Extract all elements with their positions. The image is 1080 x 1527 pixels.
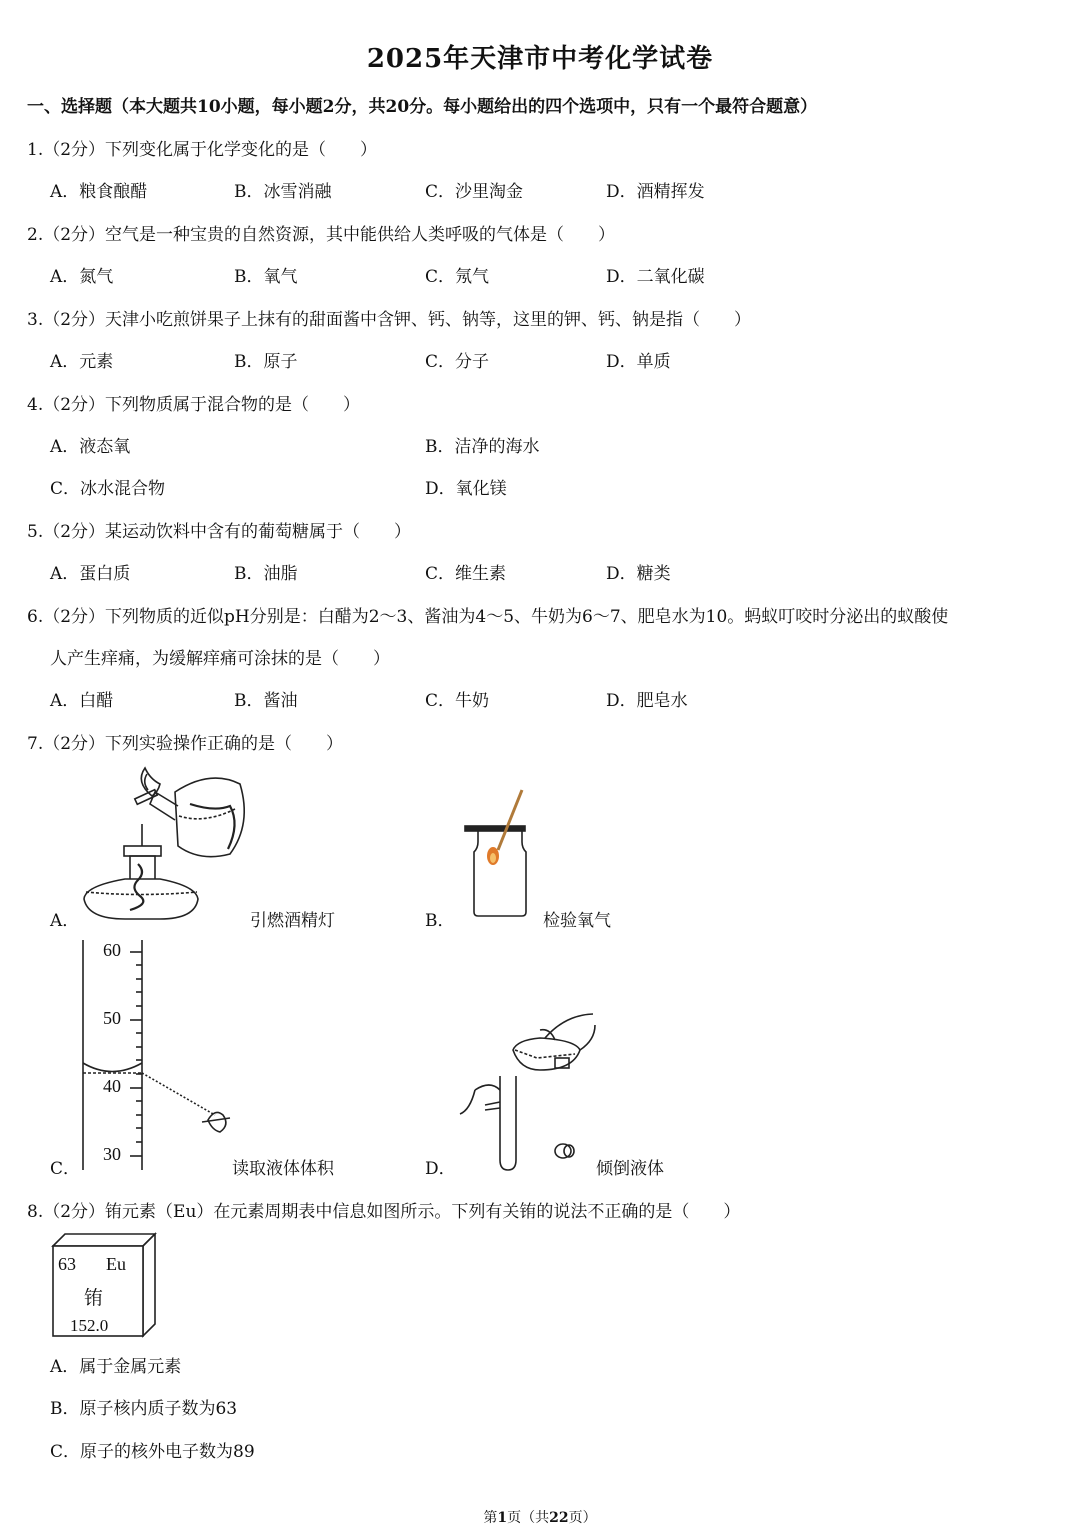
question-6-stem-line1: 6.（2分）下列物质的近似pH分别是：白醋为2～3、酱油为4～5、牛奶为6～7、肥皂水为10。蚂蚁叮咬时分泌出的蚁酸使 <box>27 607 949 627</box>
footer-page-number: 1 <box>497 1510 508 1526</box>
q6-option-c: C．牛奶 <box>425 691 490 711</box>
figure-testing-oxygen <box>460 790 540 920</box>
q7-caption-d: 倾倒液体 <box>596 1159 664 1179</box>
cylinder-tick-30: 30 <box>103 1144 121 1164</box>
question-3-stem: 3.（2分）天津小吃煎饼果子上抹有的甜面酱中含钾、钙、钠等，这里的钾、钙、钠是指（ ） <box>27 310 752 330</box>
q4-option-b: B．洁净的海水 <box>425 437 540 457</box>
q5-option-d: D．糖类 <box>606 564 671 584</box>
q3-option-d: D．单质 <box>606 352 671 372</box>
footer-prefix: 第 <box>483 1510 498 1526</box>
page-footer <box>0 1507 1080 1527</box>
q1-option-b: B．冰雪消融 <box>234 182 332 202</box>
element-atomic-number: 63 <box>58 1254 76 1274</box>
q2-option-b: B．氧气 <box>234 267 298 287</box>
q1-option-a: A．粮食酿醋 <box>50 182 148 202</box>
q8-option-c: C．原子的核外电子数为89 <box>50 1442 255 1462</box>
q7-caption-c: 读取液体体积 <box>232 1159 334 1179</box>
q3-option-b: B．原子 <box>234 352 298 372</box>
question-8-stem: 8.（2分）铕元素（Eu）在元素周期表中信息如图所示。下列有关铕的说法不正确的是（ ） <box>27 1202 741 1222</box>
q6-option-b: B．酱油 <box>234 691 298 711</box>
page-title: 2025年天津市中考化学试卷 <box>366 44 714 74</box>
q7-caption-a: 引燃酒精灯 <box>250 911 335 931</box>
q8-option-a: A．属于金属元素 <box>50 1357 182 1377</box>
q5-option-a: A．蛋白质 <box>50 564 131 584</box>
q7-option-d-letter: D． <box>425 1159 456 1179</box>
question-4-stem: 4.（2分）下列物质属于混合物的是（ ） <box>27 395 361 415</box>
q6-option-d: D．肥皂水 <box>606 691 688 711</box>
q1-option-c: C．沙里淘金 <box>425 182 524 202</box>
q7-option-a-letter: A． <box>50 911 80 931</box>
figure-pouring-liquid <box>455 1010 600 1172</box>
figure-lighting-alcohol-lamp <box>80 764 255 922</box>
q7-caption-b: 检验氧气 <box>543 911 611 931</box>
footer-suffix: 页） <box>568 1510 597 1526</box>
q2-option-c: C．氖气 <box>425 267 490 287</box>
q4-option-a: A．液态氧 <box>50 437 131 457</box>
figure-graduated-cylinder <box>80 940 240 1172</box>
q5-option-b: B．油脂 <box>234 564 298 584</box>
q4-option-c: C．冰水混合物 <box>50 479 166 499</box>
question-1-stem: 1.（2分）下列变化属于化学变化的是（ ） <box>27 140 378 160</box>
question-5-stem: 5.（2分）某运动饮料中含有的葡萄糖属于（ ） <box>27 522 412 542</box>
question-7-stem: 7.（2分）下列实验操作正确的是（ ） <box>27 734 344 754</box>
cylinder-tick-60: 60 <box>103 940 121 960</box>
section-heading: 一、选择题（本大题共10小题，每小题2分，共20分。每小题给出的四个选项中，只有一个最符合题意） <box>27 97 818 117</box>
q3-option-c: C．分子 <box>425 352 490 372</box>
element-symbol: Eu <box>106 1254 126 1274</box>
q2-option-a: A．氮气 <box>50 267 114 287</box>
cylinder-tick-40: 40 <box>103 1076 121 1096</box>
cylinder-tick-50: 50 <box>103 1008 121 1028</box>
q1-option-d: D．酒精挥发 <box>606 182 705 202</box>
q3-option-a: A．元素 <box>50 352 114 372</box>
footer-total-pages: 22 <box>549 1510 569 1526</box>
q6-option-a: A．白醋 <box>50 691 114 711</box>
q5-option-c: C．维生素 <box>425 564 507 584</box>
q4-option-d: D．氧化镁 <box>425 479 507 499</box>
q2-option-d: D．二氧化碳 <box>606 267 705 287</box>
element-atomic-mass: 152.0 <box>70 1316 109 1335</box>
q7-option-c-letter: C． <box>50 1159 81 1179</box>
element-name: 铕 <box>84 1287 104 1309</box>
question-6-stem-line2: 人产生痒痛，为缓解痒痛可涂抹的是（ ） <box>50 649 390 669</box>
q8-option-b: B．原子核内质子数为63 <box>50 1399 238 1419</box>
footer-middle: 页（共 <box>507 1510 550 1526</box>
question-2-stem: 2.（2分）空气是一种宝贵的自然资源，其中能供给人类呼吸的气体是（ ） <box>27 225 616 245</box>
q7-option-b-letter: B． <box>425 911 455 931</box>
